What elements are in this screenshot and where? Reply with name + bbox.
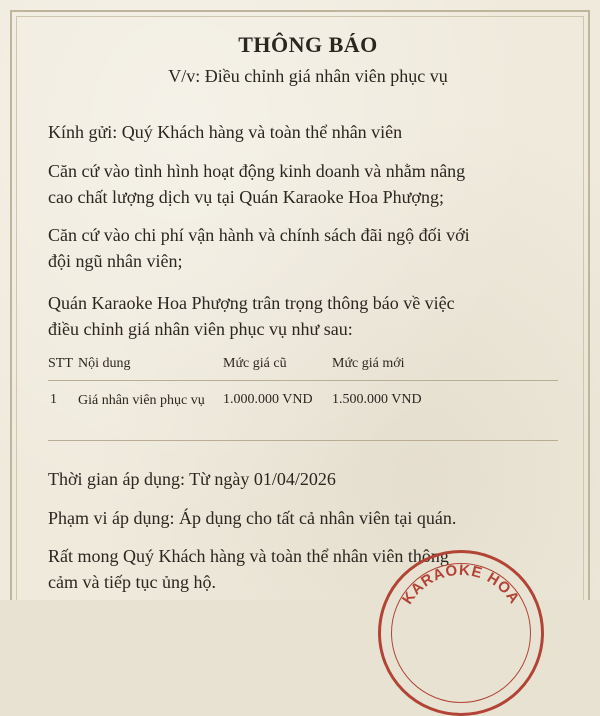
- table-header-content: Nội dung: [78, 356, 131, 371]
- notice-subtitle: V/v: Điều chỉnh giá nhân viên phục vụ: [168, 66, 448, 86]
- effective-date-line: Thời gian áp dụng: Từ ngày 01/04/2026: [48, 469, 336, 489]
- seal-text-arc: [381, 553, 541, 713]
- closing-line-1: Rất mong Quý Khách hàng và toàn thể nhân viên thông: [48, 546, 449, 566]
- scope-line: Phạm vi áp dụng: Áp dụng cho tất cả nhân viên tại quán.: [48, 508, 457, 528]
- paragraph-2-line-1: Căn cứ vào chi phí vận hành và chính sách đãi ngộ đối với: [48, 225, 470, 245]
- notice-title: THÔNG BÁO: [238, 32, 378, 57]
- table-divider: [48, 440, 558, 441]
- table-header-stt: STT: [48, 356, 73, 371]
- paragraph-2-line-2: đội ngũ nhân viên;: [48, 251, 183, 271]
- table-cell-new-price: 1.500.000 VND: [332, 392, 422, 407]
- greeting-line: Kính gửi: Quý Khách hàng và toàn thể nhân viên: [48, 122, 403, 142]
- table-header-old-price: Mức giá cũ: [223, 356, 287, 371]
- paragraph-3-line-1: Quán Karaoke Hoa Phượng trân trọng thông báo về việc: [48, 293, 455, 313]
- paragraph-1-line-2: cao chất lượng dịch vụ tại Quán Karaoke Hoa Phượng;: [48, 187, 444, 207]
- closing-line-2: cảm và tiếp tục ủng hộ.: [48, 572, 216, 592]
- paragraph-3-line-2: điều chỉnh giá nhân viên phục vụ như sau:: [48, 319, 353, 339]
- table-cell-stt: 1: [50, 392, 57, 407]
- paragraph-1-line-1: Căn cứ vào tình hình hoạt động kinh doanh và nhằm nâng: [48, 161, 466, 181]
- table-cell-old-price: 1.000.000 VND: [223, 392, 313, 407]
- shop-seal-stamp: [378, 550, 544, 716]
- svg-text:KARAOKE HOA: KARAOKE HOA: [399, 561, 523, 608]
- table-cell-content: Giá nhân viên phục vụ: [78, 393, 205, 408]
- table-header-new-price: Mức giá mới: [332, 356, 405, 371]
- table-divider: [48, 380, 558, 381]
